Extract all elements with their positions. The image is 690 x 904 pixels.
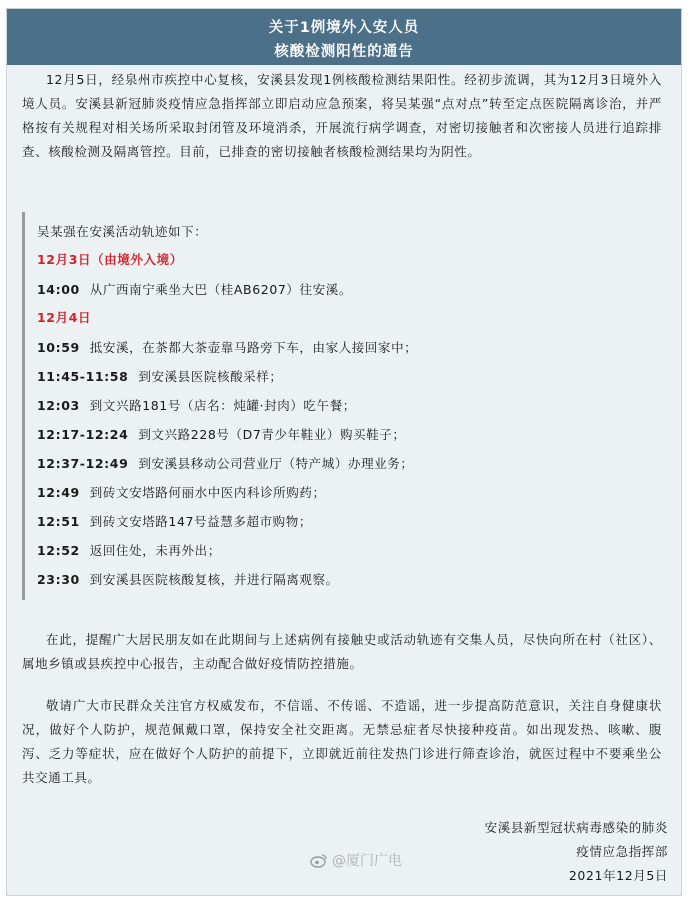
notice-paragraph: 敬请广大市民群众关注官方权威发布，不信谣、不传谣、不造谣，进一步提高防范意识，关注自身健康状况，做好个人防护，规范佩戴口罩，保持安全社交距离。无禁忌症者尽快接种疫苗。如出现发热、咳嗽、腹泻、乏力等症状，应在做好个人防护的前提下，立即就近前往发热门诊进行筛查诊治，就医过程中不要乘坐公共交通工具。 xyxy=(22,698,662,785)
trajectory-event xyxy=(37,338,417,356)
event-time: 12:52 xyxy=(37,543,80,558)
event-time: 11:45-11:58 xyxy=(37,369,129,384)
trajectory-event xyxy=(37,512,312,530)
event-time: 12:49 xyxy=(37,485,80,500)
trajectory-event xyxy=(37,541,221,559)
trajectory-event xyxy=(37,396,356,414)
event-time: 10:59 xyxy=(37,340,80,355)
date-label-dec4: 12月4日 xyxy=(37,310,92,325)
event-time: 12:37-12:49 xyxy=(37,456,129,471)
report-paragraph: 在此，提醒广大居民朋友如在此期间与上述病例有接触史或活动轨迹有交集人员，尽快向所在村（社区）、属地乡镇或县疾控中心报告，主动配合做好疫情防控措施。 xyxy=(22,632,662,671)
title-line-1: 关于1例境外入安人员 xyxy=(268,20,420,36)
trajectory-event xyxy=(37,367,282,385)
event-time: 12:17-12:24 xyxy=(37,427,129,442)
event-time: 12:03 xyxy=(37,398,80,413)
trajectory-event xyxy=(37,425,406,443)
trajectory-event xyxy=(37,454,413,472)
event-text: 到安溪县医院核酸采样； xyxy=(138,369,283,384)
intro-paragraph: 12月5日，经泉州市疾控中心复核，安溪县发现1例核酸检测结果阳性。经初步流调，其为12月3日境外入境人员。安溪县新冠肺炎疫情应急指挥部立即启动应急预案，将吴某强“点对点”转至定点医院隔离诊治，并严格按有关规程对相关场所采取封闭管及环境消杀，开展流行病学调查，对密切接触者和次密接人员进行追踪排查、核酸检测及隔离管控。目前，已排查的密切接触者核酸检测结果均为阴性。 xyxy=(22,72,662,159)
event-time: 12:51 xyxy=(37,514,80,529)
signature-date: 2021年12月5日 xyxy=(568,868,668,883)
event-text: 到文兴路181号（店名：炖罐·封肉）吃午餐； xyxy=(89,398,356,413)
date-label-dec3: 12月3日（由境外入境） xyxy=(37,252,183,267)
trajectory-event xyxy=(37,483,326,501)
trajectory-event xyxy=(37,280,352,298)
event-text: 到安溪县移动公司营业厅（特产城）办理业务； xyxy=(138,456,414,471)
event-time: 14:00 xyxy=(37,282,80,297)
watermark-text: @厦门广电 xyxy=(332,853,402,869)
trajectory-side-bar xyxy=(22,212,25,600)
event-text: 抵安溪，在茶都大茶壶靠马路旁下车，由家人接回家中； xyxy=(89,340,418,355)
event-text: 到砖文安塔路147号益慧多超市购物； xyxy=(89,514,312,529)
title-banner xyxy=(7,9,681,65)
watermark xyxy=(310,850,402,870)
event-text: 从广西南宁乘坐大巴（桂AB6207）往安溪。 xyxy=(89,282,352,297)
trajectory-section xyxy=(22,212,662,602)
event-text: 返回住处，未再外出； xyxy=(89,543,221,558)
event-text: 到砖文安塔路何丽水中医内科诊所购药； xyxy=(89,485,326,500)
weibo-icon xyxy=(310,853,332,869)
signature-org-line-2: 疫情应急指挥部 xyxy=(576,844,668,859)
title-line-2: 核酸检测阳性的通告 xyxy=(274,44,414,60)
event-time: 23:30 xyxy=(37,572,80,587)
event-text: 到文兴路228号（D7青少年鞋业）购买鞋子； xyxy=(138,427,406,442)
signature-org-line-1: 安溪县新型冠状病毒感染的肺炎 xyxy=(484,820,668,835)
trajectory-heading: 吴某强在安溪活动轨迹如下： xyxy=(37,224,208,239)
event-text: 到安溪县医院核酸复核，并进行隔离观察。 xyxy=(89,572,339,587)
trajectory-event xyxy=(37,570,339,588)
